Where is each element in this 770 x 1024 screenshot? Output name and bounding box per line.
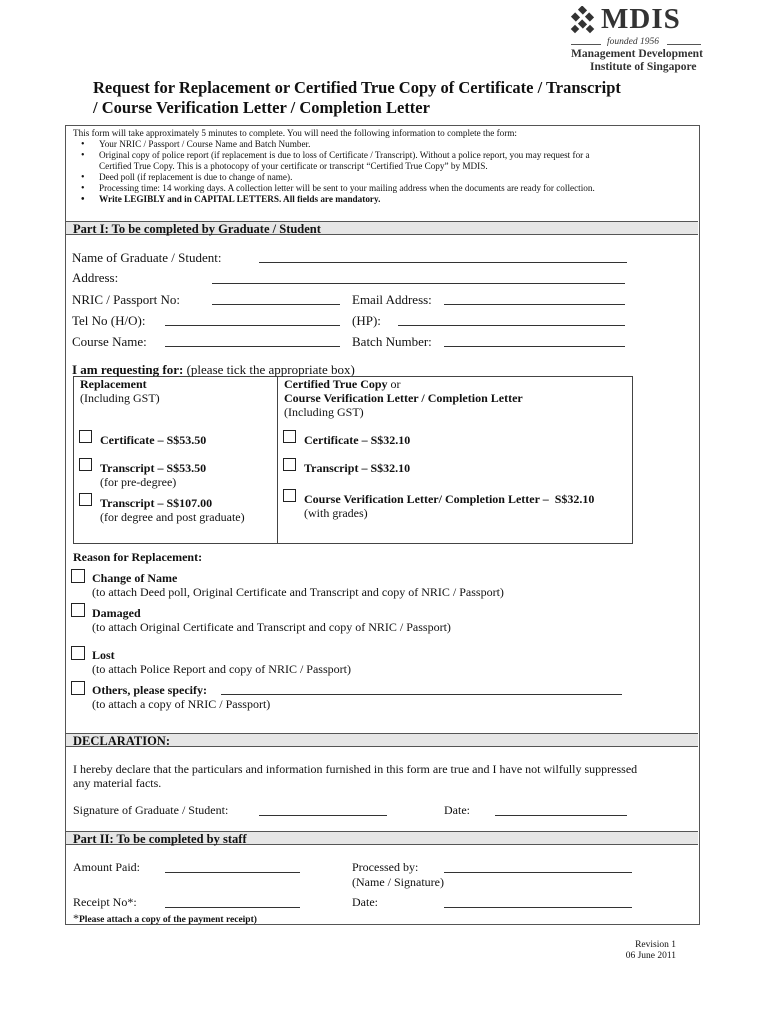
replacement-transcript-degree-label: Transcript – S$107.00 [100, 496, 213, 510]
course-label: Course Name: [72, 334, 147, 349]
ctc-heading-or: or [390, 377, 401, 391]
logo-org-line1: Management Development [571, 48, 703, 60]
reason-others-field[interactable] [221, 694, 622, 695]
intro-bullet: • Your NRIC / Passport / Course Name and Batch Number. [73, 139, 693, 150]
checkbox-replacement-transcript-degree[interactable] [79, 493, 92, 506]
course-field[interactable] [165, 346, 340, 347]
processed-field[interactable] [444, 872, 632, 873]
part2-header-text: Part II: To be completed by staff [73, 832, 247, 846]
checkbox-reason-change-name[interactable] [71, 569, 85, 583]
ctc-subheading: Course Verification Letter / Completion Letter [284, 391, 523, 405]
intro-lead: This form will take approximately 5 minutes to complete. You will need the following information to complete the form: [73, 128, 517, 138]
staff-date-label: Date: [352, 895, 378, 909]
requesting-note: (please tick the appropriate box) [186, 362, 355, 377]
part1-header-text: Part I: To be completed by Graduate / Student [73, 222, 321, 236]
reason-heading: Reason for Replacement: [73, 550, 203, 564]
reason-damaged-label: Damaged [92, 606, 141, 620]
replacement-transcript-degree-sub: (for degree and post graduate) [100, 510, 245, 524]
checkbox-replacement-transcript-pre[interactable] [79, 458, 92, 471]
name-label: Name of Graduate / Student: [72, 250, 222, 265]
amount-label: Amount Paid: [73, 860, 141, 874]
footnote-text: Please attach a copy of the payment receipt) [79, 915, 257, 925]
title-line2: / Course Verification Letter / Completion Letter [93, 98, 430, 117]
address-label: Address: [72, 270, 119, 285]
checkbox-ctc-verification-letter[interactable] [283, 489, 296, 502]
replacement-transcript-pre-sub: (for pre-degree) [100, 475, 177, 489]
tel-field[interactable] [165, 325, 340, 326]
staff-date-field[interactable] [444, 907, 632, 908]
revision-date: 06 June 2011 [625, 951, 676, 961]
intro-bullet: • Deed poll (if replacement is due to change of name). [73, 172, 693, 183]
nric-field[interactable] [212, 304, 340, 305]
address-field[interactable] [212, 283, 625, 284]
ctc-heading-bold: Certified True Copy [284, 377, 388, 391]
processed-sub: (Name / Signature) [352, 875, 444, 889]
ctc-gst: (Including GST) [284, 405, 364, 419]
reason-change-name-label: Change of Name [92, 571, 178, 585]
ctc-heading [284, 377, 401, 392]
mdis-logo [567, 3, 707, 73]
page-title [93, 78, 621, 118]
part2-header [66, 831, 698, 845]
reason-lost-note: (to attach Police Report and copy of NRIC / Passport) [92, 662, 351, 676]
ctc-certificate-label: Certificate – S$32.10 [304, 433, 411, 447]
declaration-text [73, 762, 637, 790]
signature-field[interactable] [259, 815, 387, 816]
mdis-emblem-icon [567, 6, 599, 36]
logo-name: MDIS [601, 3, 681, 35]
email-field[interactable] [444, 304, 625, 305]
ctc-verification-letter-label: Course Verification Letter/ Completion Letter – S$32.10 [304, 492, 595, 506]
reason-others-label: Others, please specify: [92, 683, 207, 697]
revision-label: Revision 1 [635, 940, 676, 950]
request-table-divider [277, 376, 278, 543]
footnote-star: * [73, 911, 79, 925]
part1-header [66, 221, 698, 235]
ctc-verification-letter-sub: (with grades) [304, 506, 368, 520]
replacement-transcript-pre-label: Transcript – S$53.50 [100, 461, 207, 475]
batch-field[interactable] [444, 346, 625, 347]
replacement-gst: (Including GST) [80, 391, 160, 405]
logo-org-line2: Institute of Singapore [590, 61, 697, 73]
ctc-transcript-label: Transcript – S$32.10 [304, 461, 411, 475]
logo-founded: founded 1956 [607, 37, 659, 47]
declaration-text-line2: any material facts. [73, 776, 162, 790]
declaration-date-label: Date: [444, 803, 470, 817]
hp-label: (HP): [352, 313, 381, 328]
hp-field[interactable] [398, 325, 625, 326]
checkbox-reason-lost[interactable] [71, 646, 85, 660]
receipt-field[interactable] [165, 907, 300, 908]
checkbox-ctc-certificate[interactable] [283, 430, 296, 443]
declaration-header-text: DECLARATION: [73, 734, 170, 748]
declaration-date-field[interactable] [495, 815, 627, 816]
reason-lost-label: Lost [92, 648, 115, 662]
checkbox-ctc-transcript[interactable] [283, 458, 296, 471]
amount-field[interactable] [165, 872, 300, 873]
batch-label: Batch Number: [352, 334, 432, 349]
requesting-bold: I am requesting for: [72, 362, 184, 377]
declaration-text-line1: I hereby declare that the particulars and information furnished in this form are true and I have not wilfully suppressed [73, 762, 638, 776]
signature-label: Signature of Graduate / Student: [73, 803, 229, 817]
receipt-label: Receipt No*: [73, 895, 137, 909]
declaration-header [66, 733, 698, 747]
intro-bullet-continued: Certified True Copy. This is a photocopy of your certificate or transcript “Certified True Copy” by MDIS. [99, 161, 488, 171]
processed-label: Processed by: [352, 860, 419, 874]
reason-damaged-note: (to attach Original Certificate and Transcript and copy of NRIC / Passport) [92, 620, 451, 634]
intro-bullet: • Write LEGIBLY and in CAPITAL LETTERS. All fields are mandatory. [73, 194, 693, 205]
replacement-heading: Replacement [80, 377, 147, 391]
reason-change-name-note: (to attach Deed poll, Original Certificate and Transcript and copy of NRIC / Passport) [92, 585, 504, 599]
intro-section [73, 128, 693, 205]
title-line1: Request for Replacement or Certified True Copy of Certificate / Transcript [93, 78, 621, 97]
checkbox-reason-others[interactable] [71, 681, 85, 695]
name-field[interactable] [259, 262, 627, 263]
checkbox-reason-damaged[interactable] [71, 603, 85, 617]
replacement-certificate-label: Certificate – S$53.50 [100, 433, 207, 447]
intro-bullet: • Processing time: 14 working days. A collection letter will be sent to your mailing address when the documents are ready for collection. [73, 183, 693, 194]
intro-bullets [73, 139, 693, 205]
intro-bullet: • Original copy of police report (if replacement is due to loss of Certificate / Transcript). Without a police report, you may request for a [73, 150, 693, 161]
email-label: Email Address: [352, 292, 432, 307]
tel-label: Tel No (H/O): [72, 313, 146, 328]
nric-label: NRIC / Passport No: [72, 292, 180, 307]
checkbox-replacement-certificate[interactable] [79, 430, 92, 443]
receipt-footnote [73, 909, 257, 927]
reason-others-note: (to attach a copy of NRIC / Passport) [92, 697, 271, 711]
